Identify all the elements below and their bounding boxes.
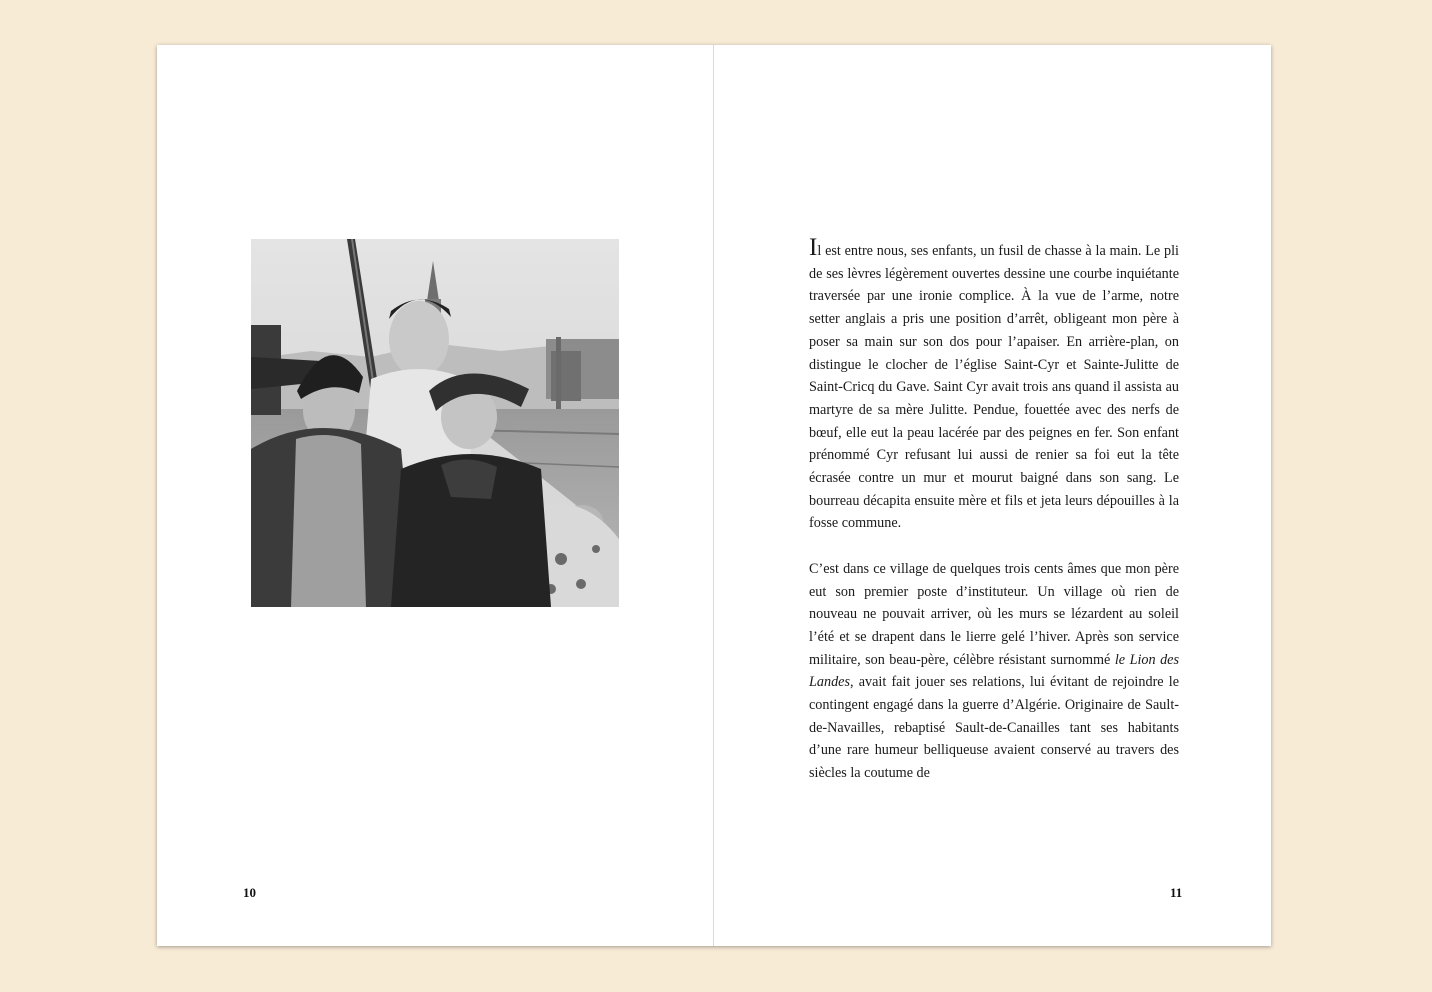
photograph-icon [251,239,619,607]
drop-cap: I [809,234,818,261]
body-text [809,234,1179,785]
paragraph-2-text-start: C’est dans ce village de quelques trois cents âmes que mon père eut son premier poste d’instituteur. Un village où rien de nouveau ne pouvait arriver, où les murs se lézardent au soleil l’été et se drapent dans le lierre gelé l’hiver. Après son service militaire, son beau-père, célèbre résistant surnommé [809,560,1179,668]
book-spread [157,45,1271,946]
paragraph-2 [809,558,1179,785]
left-page [157,45,713,946]
page-number-left: 10 [243,885,256,900]
paragraph-2-text-end: , avait fait jouer ses relations, lui évitant de rejoindre le contingent engagé dans la guerre d’Algérie. Originaire de Sault-de-Navailles, rebaptisé Sault-de-Canailles tant ses habitants d’une rare humeur belliqueuse avaient conservé au travers des siècles la coutume de [809,674,1179,782]
page-number-right: 11 [1170,885,1183,900]
paragraph-1 [809,234,1179,535]
right-page [714,45,1271,946]
paragraph-2-italic: le Lion des Landes [809,651,1179,691]
paragraph-1-text: l est entre nous, ses enfants, un fusil de chasse à la main. Le pli de ses lèvres légèrement ouvertes dessine une courbe inquiétante traversée par une ironie complice. À la vue de l’arme, notre setter anglais a pris une position d’arrêt, obligeant mon père à poser sa main sur son dos pour l’apaiser. En arrière-plan, on distingue le clocher de l’église Saint-Cyr et Sainte-Julitte de Saint-Cricq du Gave. Saint Cyr avait trois ans quand il assista au martyre de sa mère Julitte. Pendue, fouettée avec des nerfs de bœuf, elle eut la peau lacérée par des peignes en fer. Son enfant prénommé Cyr refusant lui aussi de renier sa foi eut la tête écrasée contre un mur et mourut baigné dans son sang. Le bourreau décapita ensuite mère et fils et jeta leurs dépouilles à la fosse commune. [809,243,1179,532]
family-photo [251,239,619,607]
